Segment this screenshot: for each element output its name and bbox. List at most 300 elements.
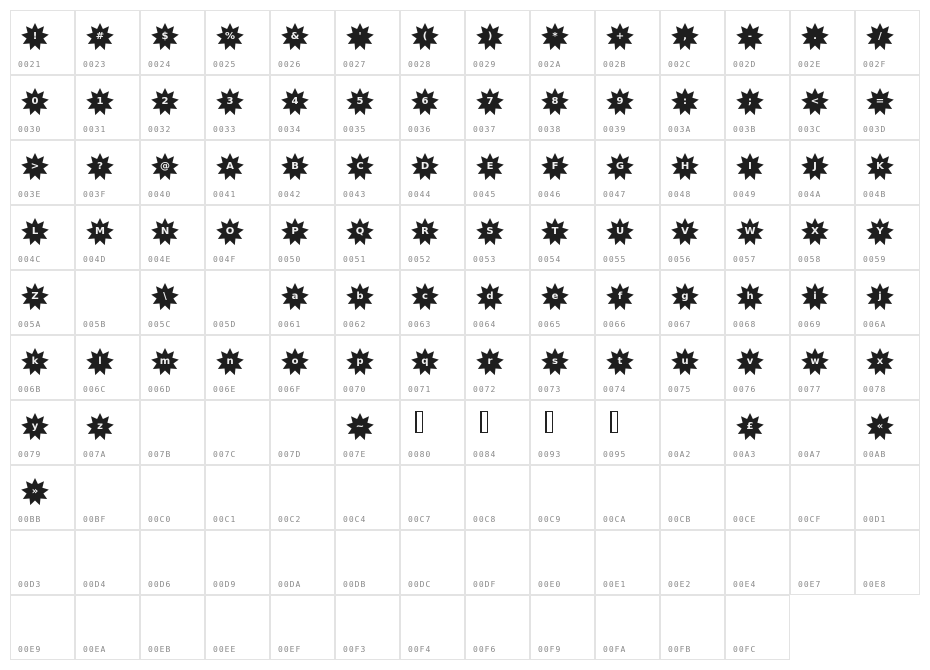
codepoint-label: 0069 — [798, 320, 822, 329]
glyph-character: # — [95, 31, 105, 42]
glyph-cell-0074[interactable] — [595, 335, 660, 400]
glyph-cell-00db[interactable] — [335, 530, 400, 595]
glyph-cell-00d3[interactable] — [10, 530, 75, 595]
glyph-cell-007c[interactable] — [205, 400, 270, 465]
glyph-cell-00da[interactable] — [270, 530, 335, 595]
codepoint-label: 0037 — [473, 125, 497, 134]
glyph-character: C — [356, 161, 364, 172]
star-burst-glyph-icon — [670, 87, 700, 117]
codepoint-label: 0074 — [603, 385, 627, 394]
glyph-cell-00fc[interactable] — [725, 595, 790, 660]
codepoint-label: 0038 — [538, 125, 562, 134]
glyph-cell-0055[interactable] — [595, 205, 660, 270]
glyph-character: 0 — [31, 96, 39, 107]
glyph-character: ) — [487, 31, 493, 42]
glyph-cell-0069[interactable] — [790, 270, 855, 335]
glyph-character: o — [291, 356, 299, 367]
glyph-cell-00e1[interactable] — [595, 530, 660, 595]
glyph-cell-002c[interactable] — [660, 10, 725, 75]
codepoint-label: 0064 — [473, 320, 497, 329]
glyph-character: = — [875, 96, 885, 107]
glyph-cell-0048[interactable] — [660, 140, 725, 205]
glyph-cell-0059[interactable] — [855, 205, 920, 270]
glyph-cell-0029[interactable] — [465, 10, 530, 75]
glyph-cell-002e[interactable] — [790, 10, 855, 75]
glyph-character: S — [486, 226, 494, 237]
glyph-character: - — [747, 31, 753, 42]
star-burst-glyph-icon — [410, 217, 440, 247]
glyph-cell-0042[interactable] — [270, 140, 335, 205]
codepoint-label: 0072 — [473, 385, 497, 394]
codepoint-label: 00D9 — [213, 580, 237, 589]
glyph-cell-0066[interactable] — [595, 270, 660, 335]
star-burst-glyph-icon — [150, 217, 180, 247]
codepoint-label: 0058 — [798, 255, 822, 264]
glyph-cell-0062[interactable] — [335, 270, 400, 335]
star-burst-glyph-icon — [150, 347, 180, 377]
codepoint-label: 00DF — [473, 580, 497, 589]
codepoint-label: 005B — [83, 320, 107, 329]
glyph-cell-0054[interactable] — [530, 205, 595, 270]
codepoint-label: 00E8 — [863, 580, 887, 589]
star-burst-glyph-icon — [605, 87, 635, 117]
star-burst-glyph-icon — [865, 412, 895, 442]
glyph-cell-005c[interactable] — [140, 270, 205, 335]
glyph-character: L — [31, 226, 39, 237]
star-burst-glyph-icon — [215, 347, 245, 377]
codepoint-label: 00EB — [148, 645, 172, 654]
codepoint-label: 005C — [148, 320, 172, 329]
glyph-cell-0041[interactable] — [205, 140, 270, 205]
glyph-cell-00cb[interactable] — [660, 465, 725, 530]
codepoint-label: 00CF — [798, 515, 822, 524]
glyph-cell-00ab[interactable] — [855, 400, 920, 465]
codepoint-label: 0039 — [603, 125, 627, 134]
codepoint-label: 0076 — [733, 385, 757, 394]
glyph-character: h — [746, 291, 754, 302]
glyph-cell-00d1[interactable] — [855, 465, 920, 530]
star-burst-glyph-icon — [540, 152, 570, 182]
glyph-cell-00a2[interactable] — [660, 400, 725, 465]
codepoint-label: 00E9 — [18, 645, 42, 654]
glyph-cell-00c9[interactable] — [530, 465, 595, 530]
glyph-cell-00e7[interactable] — [790, 530, 855, 595]
star-burst-glyph-icon — [150, 22, 180, 52]
star-burst-glyph-icon — [475, 87, 505, 117]
glyph-cell-00e0[interactable] — [530, 530, 595, 595]
codepoint-label: 0075 — [668, 385, 692, 394]
glyph-cell-00c4[interactable] — [335, 465, 400, 530]
glyph-character: m — [159, 356, 171, 367]
glyph-cell-00ca[interactable] — [595, 465, 660, 530]
glyph-character: % — [224, 31, 236, 42]
star-burst-glyph-icon — [20, 347, 50, 377]
glyph-cell-00d6[interactable] — [140, 530, 205, 595]
codepoint-label: 005D — [213, 320, 237, 329]
missing-glyph-box-icon — [480, 411, 488, 433]
glyph-cell-0068[interactable] — [725, 270, 790, 335]
glyph-character: g — [681, 291, 689, 302]
glyph-cell-00d4[interactable] — [75, 530, 140, 595]
codepoint-label: 004C — [18, 255, 42, 264]
star-burst-glyph-icon — [540, 87, 570, 117]
glyph-cell-007d[interactable] — [270, 400, 335, 465]
codepoint-label: 00EE — [213, 645, 237, 654]
glyph-cell-0056[interactable] — [660, 205, 725, 270]
glyph-cell-004f[interactable] — [205, 205, 270, 270]
glyph-cell-004e[interactable] — [140, 205, 205, 270]
glyph-character: 6 — [421, 96, 429, 107]
glyph-cell-00f4[interactable] — [400, 595, 465, 660]
glyph-cell-00f3[interactable] — [335, 595, 400, 660]
glyph-character: & — [290, 31, 300, 42]
codepoint-label: 0067 — [668, 320, 692, 329]
glyph-cell-004b[interactable] — [855, 140, 920, 205]
glyph-character: O — [225, 226, 235, 237]
glyph-cell-0034[interactable] — [270, 75, 335, 140]
codepoint-label: 00C7 — [408, 515, 432, 524]
glyph-cell-00c2[interactable] — [270, 465, 335, 530]
glyph-character: » — [31, 486, 39, 497]
glyph-cell-005a[interactable] — [10, 270, 75, 335]
glyph-character: ' — [358, 31, 362, 42]
glyph-cell-0071[interactable] — [400, 335, 465, 400]
glyph-cell-006e[interactable] — [205, 335, 270, 400]
glyph-cell-00dc[interactable] — [400, 530, 465, 595]
star-burst-glyph-icon — [540, 282, 570, 312]
star-burst-glyph-icon — [85, 152, 115, 182]
star-burst-glyph-icon — [345, 22, 375, 52]
glyph-cell-00f9[interactable] — [530, 595, 595, 660]
glyph-cell-003b[interactable] — [725, 75, 790, 140]
codepoint-label: 004F — [213, 255, 237, 264]
codepoint-label: 00E4 — [733, 580, 757, 589]
star-burst-glyph-icon — [540, 22, 570, 52]
glyph-character: V — [681, 226, 689, 237]
codepoint-label: 0055 — [603, 255, 627, 264]
glyph-character: d — [486, 291, 494, 302]
glyph-cell-0040[interactable] — [140, 140, 205, 205]
glyph-cell-0030[interactable] — [10, 75, 75, 140]
star-burst-glyph-icon — [20, 22, 50, 52]
codepoint-label: 00CB — [668, 515, 692, 524]
codepoint-label: 006F — [278, 385, 302, 394]
glyph-cell-0079[interactable] — [10, 400, 75, 465]
glyph-cell-007a[interactable] — [75, 400, 140, 465]
glyph-cell-0080[interactable] — [400, 400, 465, 465]
star-burst-glyph-icon — [800, 87, 830, 117]
glyph-cell-002d[interactable] — [725, 10, 790, 75]
glyph-cell-0061[interactable] — [270, 270, 335, 335]
star-burst-glyph-icon — [605, 217, 635, 247]
glyph-cell-00c1[interactable] — [205, 465, 270, 530]
glyph-character: x — [876, 356, 884, 367]
codepoint-label: 00F3 — [343, 645, 367, 654]
codepoint-label: 006A — [863, 320, 887, 329]
glyph-cell-0044[interactable] — [400, 140, 465, 205]
glyph-cell-00cf[interactable] — [790, 465, 855, 530]
codepoint-label: 003B — [733, 125, 757, 134]
star-burst-glyph-icon — [410, 282, 440, 312]
glyph-cell-00d9[interactable] — [205, 530, 270, 595]
codepoint-label: 00C0 — [148, 515, 172, 524]
glyph-cell-0057[interactable] — [725, 205, 790, 270]
glyph-cell-0021[interactable] — [10, 10, 75, 75]
glyph-cell-007b[interactable] — [140, 400, 205, 465]
codepoint-label: 0027 — [343, 60, 367, 69]
codepoint-label: 00BF — [83, 515, 107, 524]
glyph-cell-00bf[interactable] — [75, 465, 140, 530]
glyph-cell-00eb[interactable] — [140, 595, 205, 660]
glyph-cell-00fb[interactable] — [660, 595, 725, 660]
glyph-cell-0025[interactable] — [205, 10, 270, 75]
glyph-cell-00e9[interactable] — [10, 595, 75, 660]
star-burst-glyph-icon — [865, 152, 895, 182]
glyph-cell-0028[interactable] — [400, 10, 465, 75]
glyph-cell-0045[interactable] — [465, 140, 530, 205]
codepoint-label: 004B — [863, 190, 887, 199]
glyph-cell-0032[interactable] — [140, 75, 205, 140]
glyph-cell-00a7[interactable] — [790, 400, 855, 465]
codepoint-label: 0036 — [408, 125, 432, 134]
star-burst-glyph-icon — [215, 22, 245, 52]
star-burst-glyph-icon — [540, 347, 570, 377]
codepoint-label: 004A — [798, 190, 822, 199]
star-burst-glyph-icon — [215, 217, 245, 247]
glyph-character: 1 — [96, 96, 104, 107]
codepoint-label: 00FA — [603, 645, 627, 654]
glyph-cell-0067[interactable] — [660, 270, 725, 335]
glyph-cell-0078[interactable] — [855, 335, 920, 400]
glyph-cell-0053[interactable] — [465, 205, 530, 270]
glyph-cell-0033[interactable] — [205, 75, 270, 140]
glyph-cell-0026[interactable] — [270, 10, 335, 75]
codepoint-label: 002B — [603, 60, 627, 69]
glyph-cell-0052[interactable] — [400, 205, 465, 270]
glyph-character: c — [422, 291, 428, 302]
glyph-cell-0031[interactable] — [75, 75, 140, 140]
codepoint-label: 00DC — [408, 580, 432, 589]
glyph-cell-0027[interactable] — [335, 10, 400, 75]
glyph-cell-0039[interactable] — [595, 75, 660, 140]
codepoint-label: 0053 — [473, 255, 497, 264]
star-burst-glyph-icon — [20, 412, 50, 442]
star-burst-glyph-icon — [605, 347, 635, 377]
star-burst-glyph-icon — [865, 22, 895, 52]
glyph-cell-003d[interactable] — [855, 75, 920, 140]
glyph-cell-002b[interactable] — [595, 10, 660, 75]
glyph-cell-00e8[interactable] — [855, 530, 920, 595]
star-burst-glyph-icon — [215, 87, 245, 117]
glyph-cell-0084[interactable] — [465, 400, 530, 465]
codepoint-label: 0065 — [538, 320, 562, 329]
missing-glyph-box-icon — [545, 411, 553, 433]
glyph-cell-00e4[interactable] — [725, 530, 790, 595]
glyph-cell-005b[interactable] — [75, 270, 140, 335]
glyph-character: y — [31, 421, 39, 432]
glyph-cell-0049[interactable] — [725, 140, 790, 205]
codepoint-label: 007A — [83, 450, 107, 459]
glyph-cell-007e[interactable] — [335, 400, 400, 465]
codepoint-label: 00C9 — [538, 515, 562, 524]
glyph-cell-006f[interactable] — [270, 335, 335, 400]
star-burst-glyph-icon — [865, 282, 895, 312]
glyph-cell-002f[interactable] — [855, 10, 920, 75]
glyph-character: A — [226, 161, 234, 172]
star-burst-glyph-icon — [85, 412, 115, 442]
star-burst-glyph-icon — [735, 282, 765, 312]
star-burst-glyph-icon — [670, 347, 700, 377]
glyph-cell-004c[interactable] — [10, 205, 75, 270]
glyph-cell-0058[interactable] — [790, 205, 855, 270]
glyph-cell-0046[interactable] — [530, 140, 595, 205]
codepoint-label: 0063 — [408, 320, 432, 329]
glyph-cell-0050[interactable] — [270, 205, 335, 270]
glyph-cell-00ee[interactable] — [205, 595, 270, 660]
star-burst-glyph-icon — [280, 22, 310, 52]
glyph-cell-0043[interactable] — [335, 140, 400, 205]
codepoint-label: 0068 — [733, 320, 757, 329]
glyph-cell-00e2[interactable] — [660, 530, 725, 595]
codepoint-label: 003E — [18, 190, 42, 199]
glyph-cell-0076[interactable] — [725, 335, 790, 400]
star-burst-glyph-icon — [865, 217, 895, 247]
star-burst-glyph-icon — [735, 347, 765, 377]
glyph-cell-0035[interactable] — [335, 75, 400, 140]
star-burst-glyph-icon — [540, 217, 570, 247]
codepoint-label: 00D3 — [18, 580, 42, 589]
glyph-cell-00c8[interactable] — [465, 465, 530, 530]
glyph-cell-0093[interactable] — [530, 400, 595, 465]
glyph-cell-003c[interactable] — [790, 75, 855, 140]
star-burst-glyph-icon — [345, 217, 375, 247]
glyph-cell-003e[interactable] — [10, 140, 75, 205]
glyph-character: « — [876, 421, 884, 432]
glyph-cell-0065[interactable] — [530, 270, 595, 335]
glyph-cell-0070[interactable] — [335, 335, 400, 400]
codepoint-label: 00F4 — [408, 645, 432, 654]
glyph-cell-00fa[interactable] — [595, 595, 660, 660]
glyph-cell-00ce[interactable] — [725, 465, 790, 530]
glyph-cell-0077[interactable] — [790, 335, 855, 400]
glyph-cell-0051[interactable] — [335, 205, 400, 270]
glyph-character: * — [552, 31, 558, 42]
codepoint-label: 0040 — [148, 190, 172, 199]
codepoint-label: 0095 — [603, 450, 627, 459]
glyph-character: i — [813, 291, 817, 302]
glyph-cell-0095[interactable] — [595, 400, 660, 465]
star-burst-glyph-icon — [735, 22, 765, 52]
codepoint-label: 0045 — [473, 190, 497, 199]
glyph-character: j — [878, 291, 882, 302]
glyph-cell-0075[interactable] — [660, 335, 725, 400]
codepoint-label: 00CA — [603, 515, 627, 524]
glyph-cell-002a[interactable] — [530, 10, 595, 75]
glyph-character: Q — [355, 226, 365, 237]
glyph-character: W — [744, 226, 756, 237]
glyph-character: Z — [31, 291, 39, 302]
codepoint-label: 0033 — [213, 125, 237, 134]
glyph-cell-004a[interactable] — [790, 140, 855, 205]
glyph-character: @ — [160, 161, 170, 172]
glyph-cell-006d[interactable] — [140, 335, 205, 400]
star-burst-glyph-icon — [280, 87, 310, 117]
glyph-cell-0047[interactable] — [595, 140, 660, 205]
glyph-character: q — [421, 356, 429, 367]
glyph-cell-00c7[interactable] — [400, 465, 465, 530]
glyph-character: s — [552, 356, 558, 367]
codepoint-label: 00DA — [278, 580, 302, 589]
glyph-cell-00a3[interactable] — [725, 400, 790, 465]
glyph-cell-00f6[interactable] — [465, 595, 530, 660]
glyph-cell-006a[interactable] — [855, 270, 920, 335]
glyph-cell-006b[interactable] — [10, 335, 75, 400]
glyph-cell-005d[interactable] — [205, 270, 270, 335]
glyph-character: N — [160, 226, 170, 237]
codepoint-label: 0057 — [733, 255, 757, 264]
glyph-cell-0072[interactable] — [465, 335, 530, 400]
codepoint-label: 006D — [148, 385, 172, 394]
glyph-cell-0073[interactable] — [530, 335, 595, 400]
codepoint-label: 003F — [83, 190, 107, 199]
glyph-cell-0037[interactable] — [465, 75, 530, 140]
glyph-character: D — [420, 161, 430, 172]
star-burst-glyph-icon — [800, 22, 830, 52]
glyph-character: > — [30, 161, 40, 172]
glyph-cell-0024[interactable] — [140, 10, 205, 75]
codepoint-label: 0049 — [733, 190, 757, 199]
codepoint-label: 0071 — [408, 385, 432, 394]
character-grid — [10, 10, 920, 660]
star-burst-glyph-icon — [280, 217, 310, 247]
glyph-character: F — [551, 161, 559, 172]
codepoint-label: 0054 — [538, 255, 562, 264]
glyph-cell-00df[interactable] — [465, 530, 530, 595]
glyph-character: f — [617, 291, 623, 302]
codepoint-label: 0032 — [148, 125, 172, 134]
glyph-character: z — [97, 421, 103, 432]
glyph-cell-0064[interactable] — [465, 270, 530, 335]
glyph-character: 3 — [226, 96, 234, 107]
glyph-cell-0038[interactable] — [530, 75, 595, 140]
star-burst-glyph-icon — [735, 87, 765, 117]
glyph-cell-003a[interactable] — [660, 75, 725, 140]
glyph-cell-00c0[interactable] — [140, 465, 205, 530]
glyph-cell-00ef[interactable] — [270, 595, 335, 660]
star-burst-glyph-icon — [800, 282, 830, 312]
glyph-character: 5 — [356, 96, 364, 107]
codepoint-label: 0093 — [538, 450, 562, 459]
codepoint-label: 0066 — [603, 320, 627, 329]
star-burst-glyph-icon — [605, 22, 635, 52]
glyph-cell-0023[interactable] — [75, 10, 140, 75]
codepoint-label: 0024 — [148, 60, 172, 69]
glyph-cell-0063[interactable] — [400, 270, 465, 335]
codepoint-label: 0056 — [668, 255, 692, 264]
glyph-cell-00ea[interactable] — [75, 595, 140, 660]
glyph-character: T — [551, 226, 559, 237]
star-burst-glyph-icon — [410, 347, 440, 377]
codepoint-label: 00DB — [343, 580, 367, 589]
glyph-character: e — [551, 291, 559, 302]
glyph-cell-00bb[interactable] — [10, 465, 75, 530]
glyph-cell-003f[interactable] — [75, 140, 140, 205]
codepoint-label: 0073 — [538, 385, 562, 394]
glyph-character: ? — [97, 161, 103, 172]
glyph-cell-0036[interactable] — [400, 75, 465, 140]
glyph-cell-004d[interactable] — [75, 205, 140, 270]
glyph-cell-006c[interactable] — [75, 335, 140, 400]
